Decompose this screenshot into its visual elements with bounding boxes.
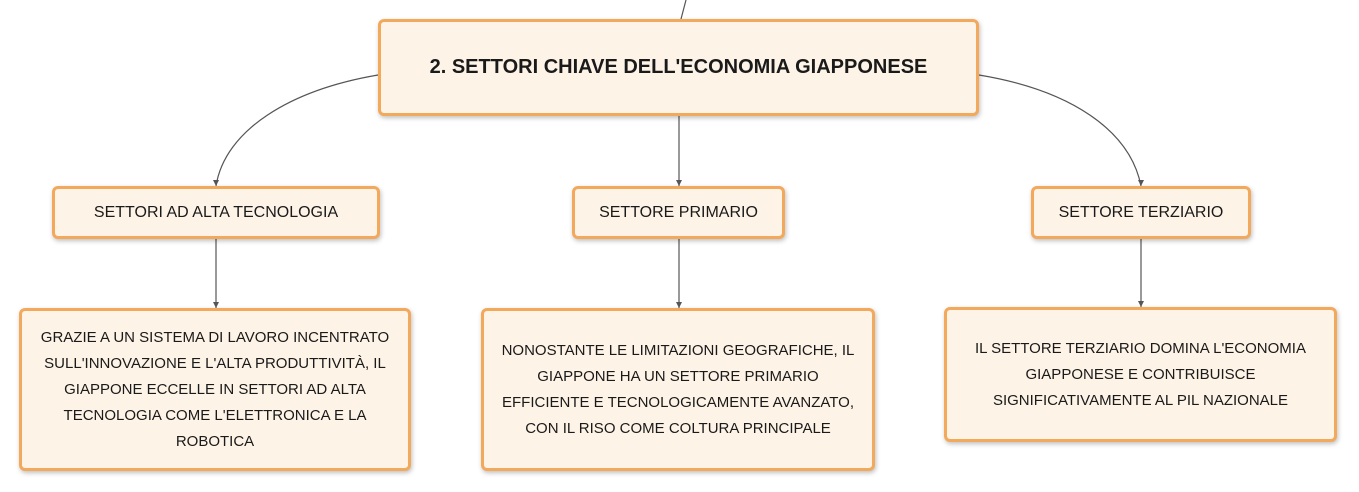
connector-parent-to-root — [681, 0, 686, 19]
branch-node-label: SETTORE TERZIARIO — [1058, 203, 1224, 221]
detail-node-high-tech[interactable] — [19, 308, 411, 471]
branch-node-high-tech[interactable] — [52, 186, 380, 239]
detail-node-primary[interactable] — [481, 308, 875, 471]
root-node-label: 2. SETTORI CHIAVE DELL'ECONOMIA GIAPPONESE — [429, 56, 928, 78]
detail-node-text: NONOSTANTE LE LIMITAZIONI GEOGRAFICHE, IL GIAPPONE HA UN SETTORE PRIMARIO EFFICIENTE E TECNOLOGICAMENTE AVANZATO, CON IL RISO COME COLTURA PRINCIPALE — [501, 341, 855, 437]
branch-node-label: SETTORE PRIMARIO — [599, 203, 758, 221]
branch-node-label: SETTORI AD ALTA TECNOLOGIA — [93, 203, 339, 221]
connector-root-to-branch-3 — [979, 75, 1141, 186]
detail-node-text: IL SETTORE TERZIARIO DOMINA L'ECONOMIA GIAPPONESE E CONTRIBUISCE SIGNIFICATIVAMENTE AL PIL NAZIONALE — [975, 339, 1306, 409]
detail-node-text: GRAZIE A UN SISTEMA DI LAVORO INCENTRATO SULL'INNOVAZIONE E L'ALTA PRODUTTIVITÀ, IL GIAPPONE ECCELLE IN SETTORI AD ALTA TECNOLOGIA COME L'ELETTRONICA E LA ROBOTICA — [40, 328, 390, 450]
branch-node-tertiary[interactable] — [1031, 186, 1251, 239]
branch-node-primary[interactable] — [572, 186, 785, 239]
root-node[interactable] — [378, 19, 979, 116]
detail-node-tertiary[interactable] — [944, 307, 1337, 442]
connector-root-to-branch-1 — [216, 75, 378, 186]
